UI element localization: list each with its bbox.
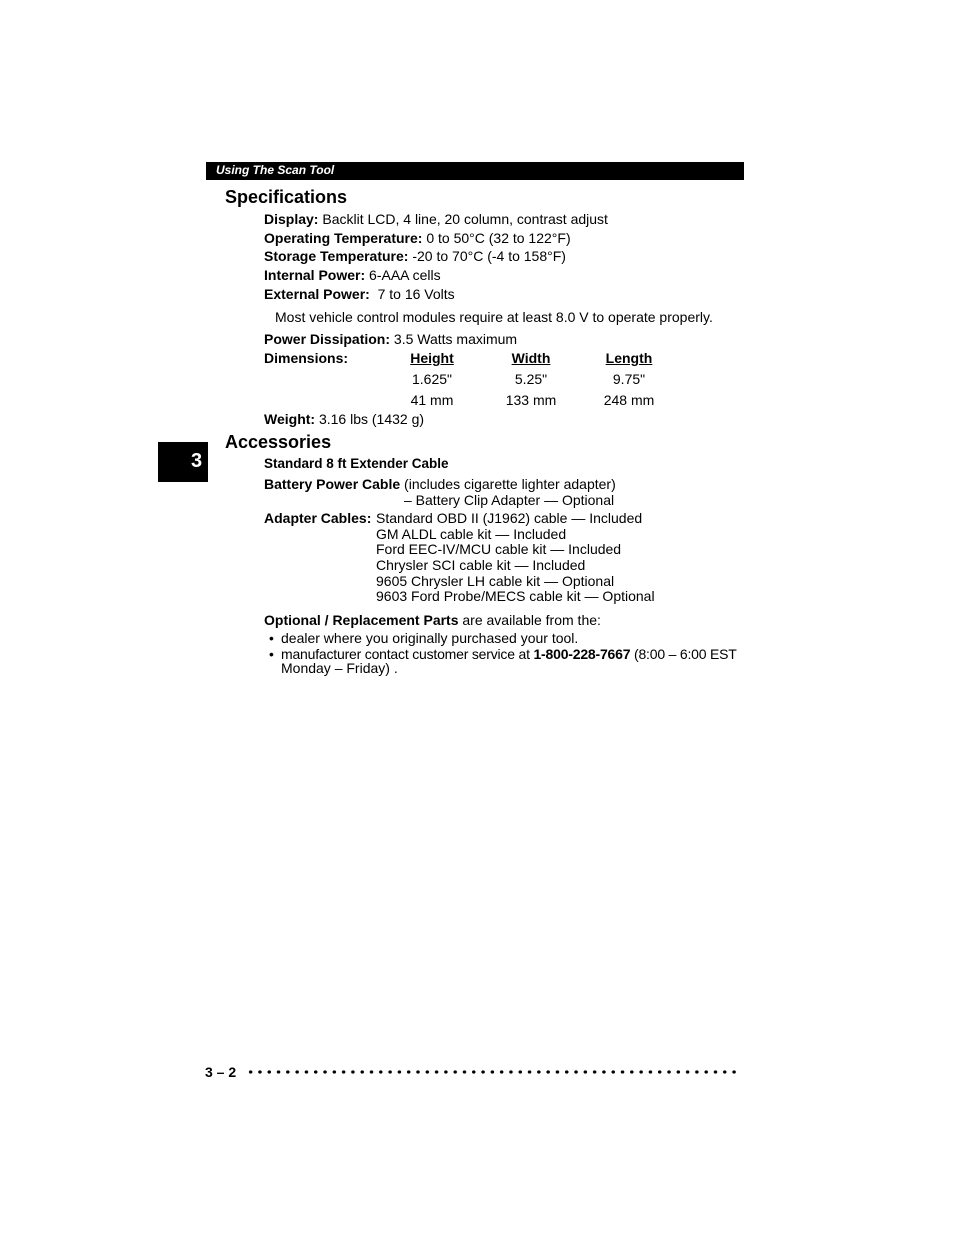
bullet-item-dealer: dealer where you originally purchased your tool. <box>281 630 579 646</box>
running-header-bar <box>206 162 744 180</box>
replacement-parts-label: Optional / Replacement Parts <box>264 612 459 628</box>
accessory-extender-cable: Standard 8 ft Extender Cable <box>264 456 449 471</box>
dimension-width-inches: 5.25" <box>514 371 548 387</box>
spec-weight-label: Weight: <box>264 411 316 427</box>
adapter-cable-item: Ford EEC-IV/MCU cable kit — Included <box>376 541 622 557</box>
spec-dimensions-label: Dimensions: <box>264 350 349 366</box>
specifications-heading: Specifications <box>225 187 348 207</box>
running-header-title: Using The Scan Tool <box>216 163 335 177</box>
battery-cable-value: (includes cigarette lighter adapter) <box>400 476 616 492</box>
spec-power-dissipation <box>264 331 517 347</box>
bullet-marker: • <box>269 630 274 646</box>
chapter-tab <box>158 442 208 482</box>
spec-weight-value: 3.16 lbs (1432 g) <box>315 411 425 427</box>
spec-power-dissipation-label: Power Dissipation: <box>264 331 391 347</box>
spec-storage-temp-label: Storage Temperature: <box>264 248 409 264</box>
chapter-tab-number: 3 <box>191 450 203 472</box>
spec-internal-power-label: Internal Power: <box>264 267 366 283</box>
bullet-marker: • <box>269 646 274 662</box>
page-number: 3 – 2 <box>205 1064 237 1080</box>
spec-external-power-label: External Power: <box>264 286 370 302</box>
footer-dot-leader <box>246 1065 738 1079</box>
bullet-item-manufacturer: manufacturer contact customer service at 1-800-228-7667 (8:00 – 6:00 EST <box>281 646 737 662</box>
dimension-height-mm: 41 mm <box>410 392 454 408</box>
spec-display-value: Backlit LCD, 4 line, 20 column, contrast adjust <box>318 211 608 227</box>
spec-op-temp-label: Operating Temperature: <box>264 230 423 246</box>
bullet-item-manufacturer-cont: Monday – Friday) . <box>281 660 398 676</box>
replacement-parts-value: are available from the: <box>458 612 601 628</box>
replacement-parts-intro <box>264 612 601 628</box>
adapter-cable-item: 9605 Chrysler LH cable kit — Optional <box>376 573 615 589</box>
battery-cable-label: Battery Power Cable <box>264 476 401 492</box>
spec-storage-temp-value: -20 to 70°C (-4 to 158°F) <box>408 248 566 264</box>
dimension-header-length: Length <box>605 350 653 366</box>
adapter-cable-item: Standard OBD II (J1962) cable — Included <box>376 510 643 526</box>
adapter-cables-label: Adapter Cables: <box>264 510 372 526</box>
dimension-length-inches: 9.75" <box>612 371 646 387</box>
spec-internal-power-value: 6-AAA cells <box>365 267 441 283</box>
accessory-battery-cable <box>264 476 616 492</box>
dimension-height-inches: 1.625" <box>411 371 452 387</box>
spec-weight <box>264 411 424 427</box>
spec-external-power-value: 7 to 16 Volts <box>369 286 455 302</box>
dimension-width-mm: 133 mm <box>505 392 557 408</box>
adapter-cable-item: 9603 Ford Probe/MECS cable kit — Optional <box>376 588 655 604</box>
adapter-cable-item: Chrysler SCI cable kit — Included <box>376 557 586 573</box>
spec-internal-power <box>264 267 441 283</box>
spec-storage-temp <box>264 248 566 264</box>
spec-external-power <box>264 286 455 302</box>
adapter-cable-item: GM ALDL cable kit — Included <box>376 526 567 542</box>
spec-power-dissipation-value: 3.5 Watts maximum <box>390 331 518 347</box>
accessory-battery-clip: – Battery Clip Adapter — Optional <box>404 492 615 508</box>
spec-display <box>264 211 608 227</box>
spec-voltage-note: Most vehicle control modules require at least 8.0 V to operate properly. <box>275 309 713 325</box>
accessories-heading: Accessories <box>225 432 332 452</box>
customer-service-phone: 1-800-228-7667 <box>533 646 631 662</box>
spec-display-label: Display: <box>264 211 319 227</box>
dimension-header-height: Height <box>410 350 454 366</box>
dimension-header-width: Width <box>511 350 551 366</box>
spec-op-temp-value: 0 to 50°C (32 to 122°F) <box>422 230 571 246</box>
spec-operating-temp <box>264 230 571 246</box>
dimension-length-mm: 248 mm <box>603 392 655 408</box>
